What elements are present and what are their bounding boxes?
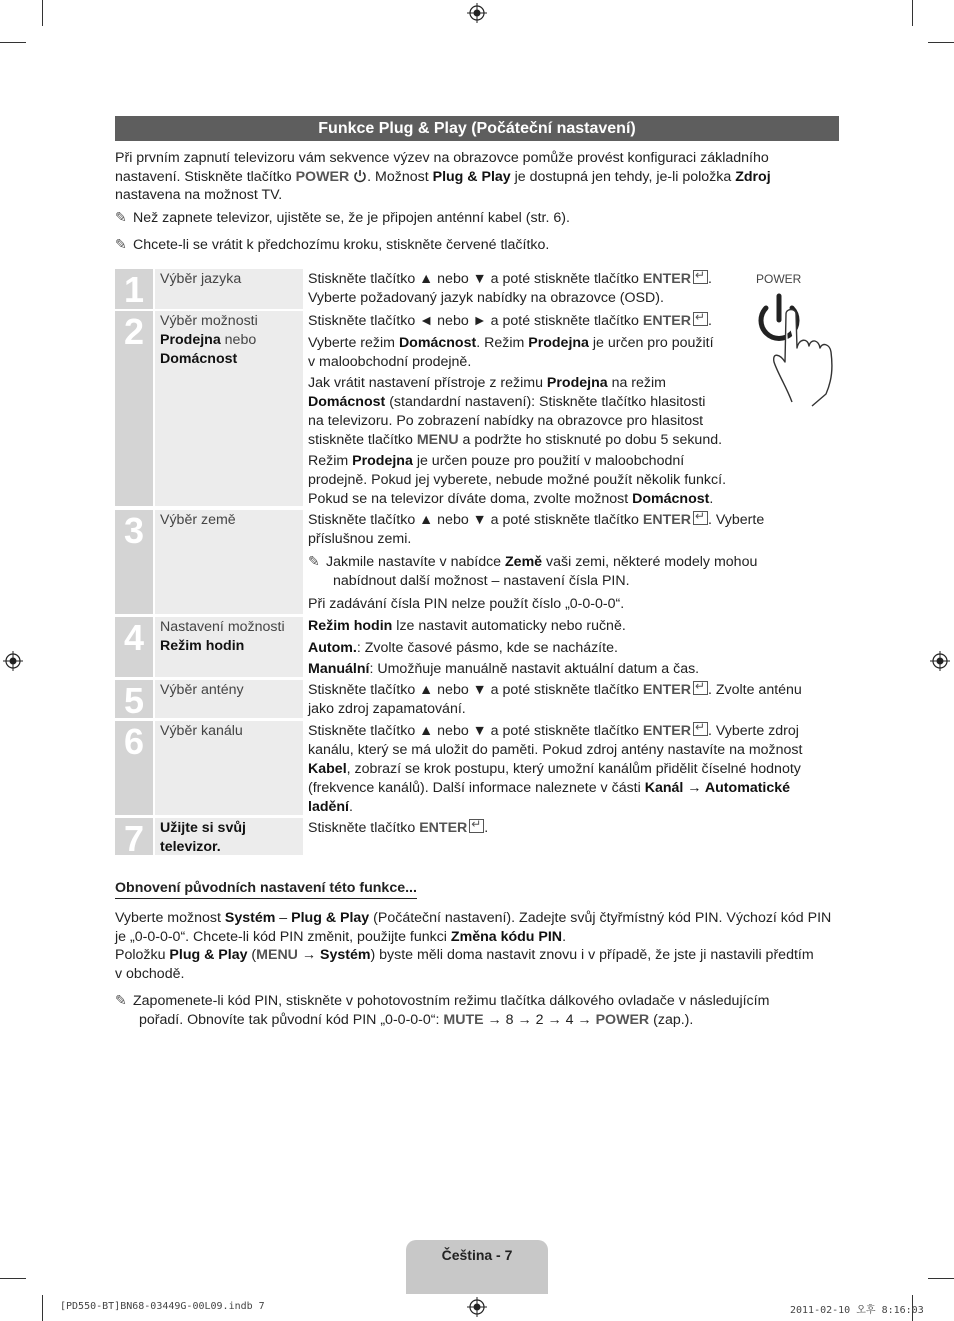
step-label: Výběr antény (155, 680, 303, 718)
step-label: Výběr země (155, 510, 303, 614)
step-description: Stiskněte tlačítko ◄ nebo ► a poté stiskněte tlačítko ENTER↵ . (308, 312, 712, 331)
intro-paragraph: Při prvním zapnutí televizoru vám sekvence výzev na obrazovce pomůže provést konfiguraci základního nastavení. Stiskněte tlačítko POWER . Možnost Plug & Play je dostupná jen tehdy, je-li položka Zdroj nastavena na možnost TV. (115, 150, 771, 204)
enter-icon (693, 312, 708, 326)
step-note: ✎ Jakmile nastavíte v nabídce Země vaši zemi, některé modely mohou nabídnout další možnost – nastavení čísla PIN. (308, 554, 758, 589)
step-description: Stiskněte tlačítko ▲ nebo ▼ a poté stiskněte tlačítko ENTER↵ . Vyberte zdroj kanálu, který se má uložit do paměti. Pokud zdroj antény nastavíte na možnost Kabel, zobrazí se krok postupu, který umožní kanálům přidělit číselné hodnoty (frekvence kanálů). Další informace naleznete v části Kanál → Automatické ladění. (308, 722, 802, 817)
step-number: 2 (115, 311, 153, 506)
print-timestamp: 2011-02-10 오후 8:16:03 (790, 1305, 924, 1316)
step-description: Stiskněte tlačítko ▲ nebo ▼ a poté stiskněte tlačítko ENTER↵ . Vyberte příslušnou zemi. (308, 511, 764, 549)
pencil-note-icon: ✎ (308, 554, 320, 570)
note: ✎ Chcete-li se vrátit k předchozímu kroku, stiskněte červené tlačítko. (115, 237, 550, 253)
page-number-tab: Čeština - 7 (406, 1240, 548, 1294)
step-description: Autom.: Zvolte časové pásmo, kde se nacházíte. (308, 640, 618, 656)
crop-mark (42, 0, 43, 26)
step-label: Užijte si svůj televizor. (155, 818, 303, 855)
hand-pressing-power-icon (752, 290, 842, 408)
step-description: Manuální: Umožňuje manuálně nastavit aktuální datum a čas. (308, 661, 700, 677)
step-description: Režim Prodejna je určen pouze pro použití v maloobchodní prodejně. Pokud jej vyberete, nebude možné použít několik funkcí. Pokud se na televizor díváte doma, zvolte možnost Domácnost. (308, 453, 727, 507)
step-number: 6 (115, 721, 153, 815)
print-file-info: [PD550-BT]BN68-03449G-00L09.indb 7 (60, 1301, 265, 1312)
reset-paragraph: Vyberte možnost Systém – Plug & Play (Počáteční nastavení). Zadejte svůj čtyřmístný kód PIN. Výchozí kód PIN je „0-0-0-0“. Chcete-li kód PIN změnit, použijte funkci Změna kódu PIN. Položku Plug & Play (MENU → Systém) byste měli doma nastavit znovu i v případě, že jste ji nastavili předtím v obchodě. (115, 910, 832, 982)
step-number: 5 (115, 680, 153, 718)
power-icon (353, 169, 367, 183)
step-description: Stiskněte tlačítko ▲ nebo ▼ a poté stiskněte tlačítko ENTER↵ . Zvolte anténu jako zdroj zapamatování. (308, 681, 802, 719)
step-label: Nastavení možnosti Režim hodin (155, 617, 303, 677)
section-title: Funkce Plug & Play (Počáteční nastavení) (115, 116, 839, 141)
step-description: Vyberte režim Domácnost. Režim Prodejna je určen pro použití v maloobchodní prodejně. (308, 335, 714, 370)
enter-icon (693, 681, 708, 695)
step-number: 3 (115, 510, 153, 614)
step-description: Režim hodin lze nastavit automaticky nebo ručně. (308, 618, 626, 634)
step-description: Stiskněte tlačítko ▲ nebo ▼ a poté stiskněte tlačítko ENTER↵ . Vyberte požadovaný jazyk nabídky na obrazovce (OSD). (308, 270, 712, 308)
registration-mark-icon (3, 651, 23, 671)
crop-mark (928, 1278, 954, 1279)
step-label: Výběr jazyka (155, 269, 303, 309)
crop-mark (928, 42, 954, 43)
pencil-note-icon: ✎ (115, 210, 127, 226)
enter-icon (693, 722, 708, 736)
step-label: Výběr kanálu (155, 721, 303, 815)
crop-mark (0, 42, 26, 43)
crop-mark (912, 0, 913, 26)
step-number: 1 (115, 269, 153, 309)
power-label: POWER (756, 272, 802, 286)
registration-mark-icon (467, 1297, 487, 1317)
pencil-note-icon: ✎ (115, 993, 127, 1009)
step-description: Jak vrátit nastavení přístroje z režimu Prodejna na režim Domácnost (standardní nastavení): Stiskněte tlačítko hlasitosti na televizoru. Po zobrazení nabídky na obrazovce pro hlasitost stiskněte tlačítko MENU a podržte ho stisknuté po dobu 5 sekund. (308, 375, 723, 448)
enter-icon (469, 819, 484, 833)
step-number: 7 (115, 818, 153, 855)
registration-mark-icon (467, 3, 487, 23)
enter-icon (693, 270, 708, 284)
reset-heading: Obnovení původních nastavení této funkce... (115, 880, 417, 899)
enter-icon (693, 511, 708, 525)
crop-mark (42, 1295, 43, 1321)
crop-mark (0, 1278, 26, 1279)
step-description: Stiskněte tlačítko ENTER↵ . (308, 819, 488, 838)
registration-mark-icon (930, 651, 950, 671)
step-number: 4 (115, 617, 153, 677)
step-label: Výběr možnosti Prodejna nebo Domácnost (155, 311, 303, 506)
pencil-note-icon: ✎ (115, 237, 127, 253)
note: ✎ Než zapnete televizor, ujistěte se, že je připojen anténní kabel (str. 6). (115, 210, 570, 226)
reset-note: ✎ Zapomenete-li kód PIN, stiskněte v pohotovostním režimu tlačítka dálkového ovladače v následujícím pořadí. Obnovíte tak původní kód PIN „0-0-0-0“: MUTE → 8 → 2 → 4 → POWER (zap.). (115, 993, 770, 1028)
step-description: Při zadávání čísla PIN nelze použít číslo „0-0-0-0“. (308, 596, 625, 612)
